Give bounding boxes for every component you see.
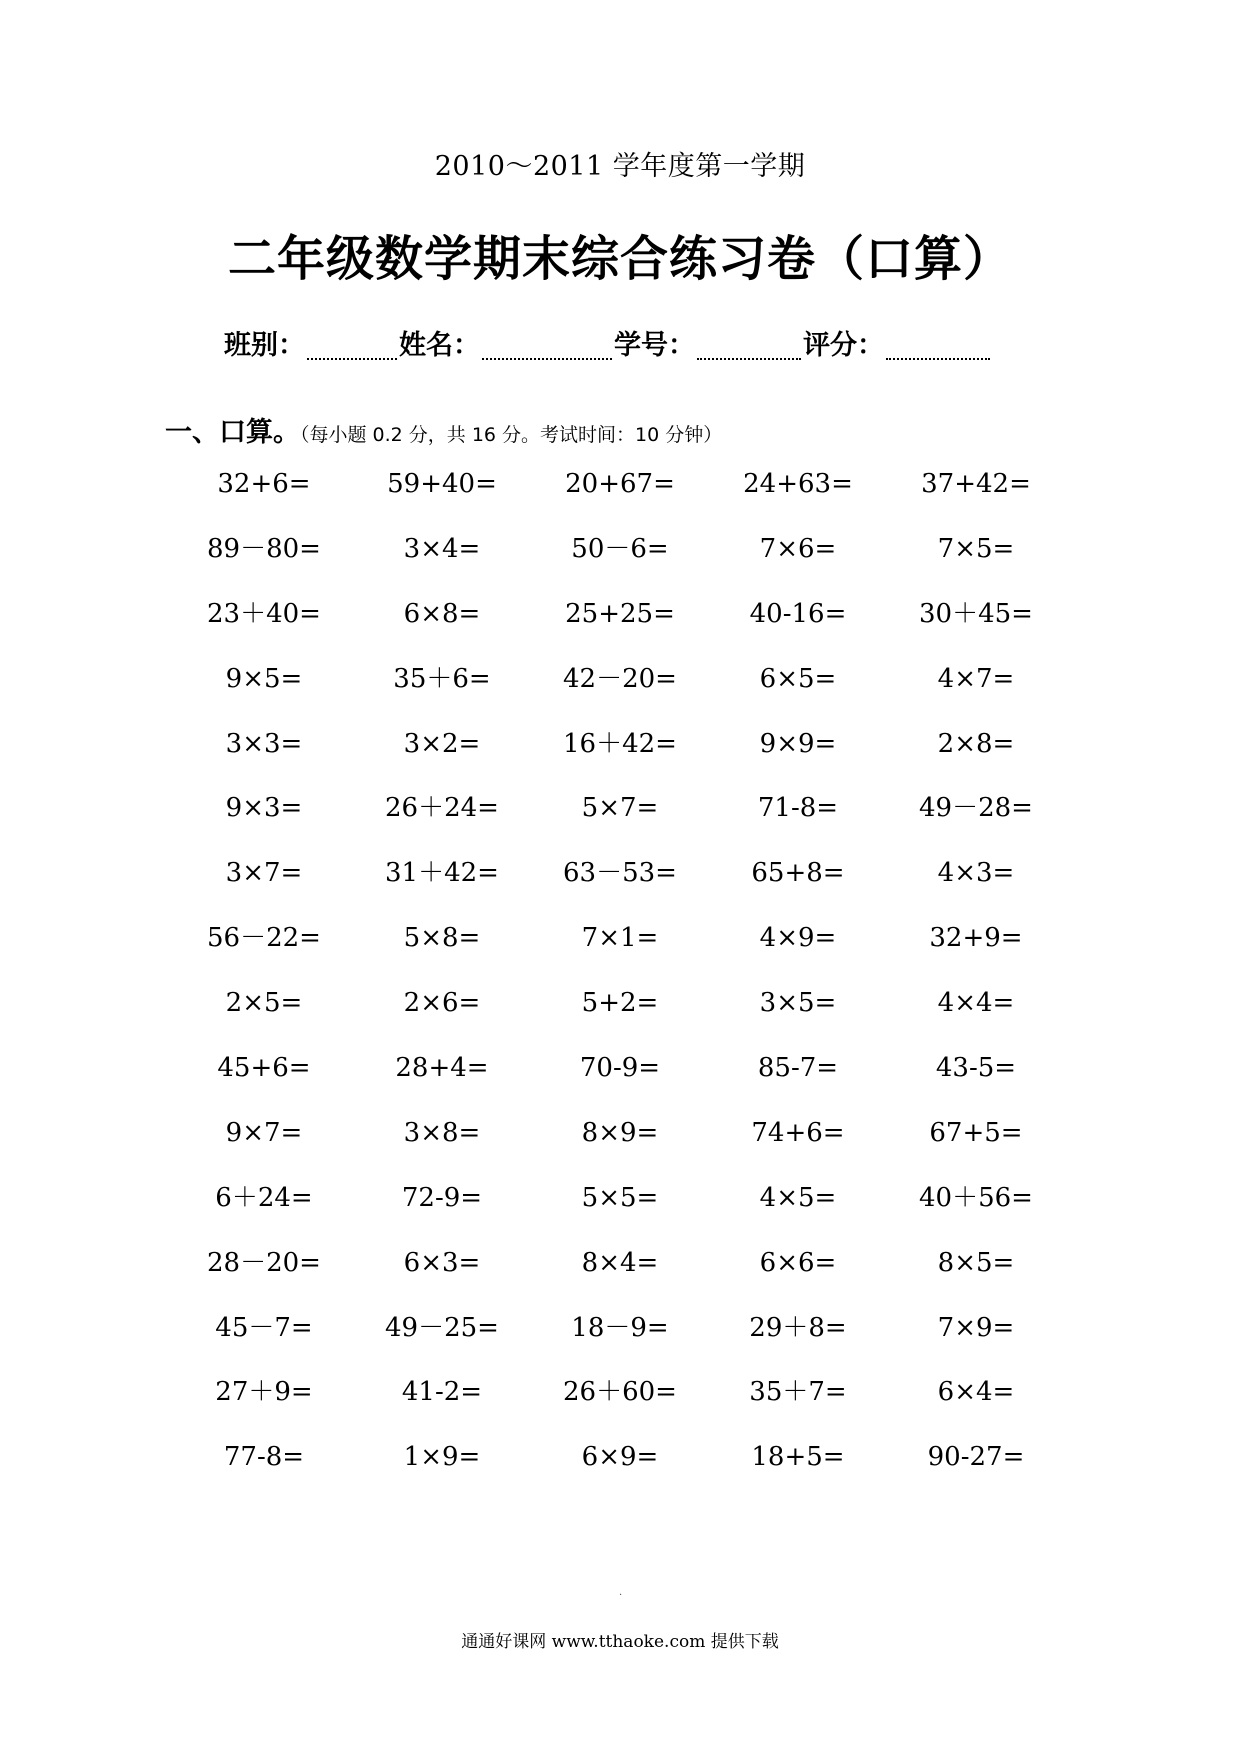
arithmetic-problem: 63－53=	[563, 858, 677, 889]
class-label: 班别：	[224, 330, 305, 361]
student-number-blank[interactable]	[697, 332, 801, 360]
arithmetic-problem: 42－20=	[563, 663, 677, 694]
arithmetic-problem: 37+42=	[921, 469, 1031, 499]
arithmetic-problem: 4×9=	[759, 923, 837, 954]
arithmetic-problem: 35＋6=	[393, 663, 491, 694]
arithmetic-problem: 3×5=	[759, 988, 837, 1019]
arithmetic-problem: 20+67=	[565, 469, 675, 499]
score-blank[interactable]	[886, 332, 990, 360]
arithmetic-problem: 30＋45=	[919, 598, 1033, 629]
arithmetic-problem: 9×7=	[225, 1117, 303, 1148]
arithmetic-problem: 6×8=	[403, 598, 481, 629]
arithmetic-problem: 26＋24=	[385, 793, 499, 824]
arithmetic-problem: 67+5=	[929, 1117, 1023, 1148]
arithmetic-problem: 18－9=	[571, 1312, 669, 1343]
student-number-label: 学号：	[614, 330, 695, 361]
arithmetic-problem: 49－28=	[919, 793, 1033, 824]
arithmetic-problem: 7×1=	[581, 923, 659, 954]
arithmetic-problem: 9×9=	[759, 728, 837, 759]
arithmetic-problem: 32+9=	[929, 923, 1023, 954]
arithmetic-problem: 59+40=	[387, 469, 497, 499]
arithmetic-problem: 7×9=	[937, 1312, 1015, 1343]
term-heading: 2010～2011 学年度第一学期	[434, 151, 806, 182]
class-blank[interactable]	[307, 332, 397, 360]
decorative-dot: ·	[619, 1590, 623, 1601]
arithmetic-problem: 31＋42=	[385, 858, 499, 889]
arithmetic-problem: 74+6=	[751, 1117, 845, 1148]
arithmetic-problem: 65+8=	[751, 858, 845, 889]
section-heading	[165, 410, 722, 449]
arithmetic-problem: 4×7=	[937, 663, 1015, 694]
arithmetic-problem: 28－20=	[207, 1247, 321, 1278]
arithmetic-problem: 9×3=	[225, 793, 303, 824]
arithmetic-problem: 8×5=	[937, 1247, 1015, 1278]
arithmetic-problem: 5+2=	[581, 988, 659, 1019]
arithmetic-problem: 40-16=	[749, 598, 847, 629]
arithmetic-problem: 29＋8=	[749, 1312, 847, 1343]
arithmetic-problem: 27＋9=	[215, 1377, 313, 1408]
name-blank[interactable]	[482, 332, 612, 360]
arithmetic-problem: 1×9=	[403, 1442, 481, 1473]
arithmetic-problem: 70-9=	[579, 1053, 661, 1084]
arithmetic-problem: 3×7=	[225, 858, 303, 889]
arithmetic-problem: 6×4=	[937, 1377, 1015, 1408]
arithmetic-problem: 7×5=	[937, 533, 1015, 564]
arithmetic-problem: 85-7=	[757, 1053, 839, 1084]
arithmetic-problem: 3×2=	[403, 728, 481, 759]
arithmetic-problem: 41-2=	[401, 1377, 483, 1408]
arithmetic-problem: 4×3=	[937, 858, 1015, 889]
arithmetic-problem: 71-8=	[757, 793, 839, 824]
arithmetic-problem: 45－7=	[215, 1312, 313, 1343]
arithmetic-problem: 7×6=	[759, 533, 837, 564]
arithmetic-problem: 72-9=	[401, 1182, 483, 1213]
footer-credit: 通通好课网 www.tthaoke.com 提供下载	[461, 1632, 779, 1652]
arithmetic-problem: 6×6=	[759, 1247, 837, 1278]
arithmetic-problem: 6×3=	[403, 1247, 481, 1278]
problem-grid	[175, 468, 1065, 1506]
name-label: 姓名：	[399, 330, 480, 361]
arithmetic-problem: 3×4=	[403, 533, 481, 564]
arithmetic-problem: 24+63=	[743, 469, 853, 499]
arithmetic-problem: 5×8=	[403, 923, 481, 954]
arithmetic-problem: 8×4=	[581, 1247, 659, 1278]
arithmetic-problem: 90-27=	[927, 1442, 1025, 1473]
section-note: （每小题 0.2 分，共 16 分。考试时间：10 分钟）	[300, 424, 723, 446]
arithmetic-problem: 5×5=	[581, 1182, 659, 1213]
arithmetic-problem: 4×4=	[937, 988, 1015, 1019]
arithmetic-problem: 3×8=	[403, 1117, 481, 1148]
arithmetic-problem: 6×9=	[581, 1442, 659, 1473]
arithmetic-problem: 18+5=	[751, 1442, 845, 1473]
arithmetic-problem: 5×7=	[581, 793, 659, 824]
arithmetic-problem: 6×5=	[759, 663, 837, 694]
arithmetic-problem: 26＋60=	[563, 1377, 677, 1408]
arithmetic-problem: 25+25=	[565, 598, 675, 629]
arithmetic-problem: 77-8=	[223, 1442, 305, 1473]
arithmetic-problem: 2×8=	[937, 728, 1015, 759]
score-label: 评分：	[803, 330, 884, 361]
arithmetic-problem: 32+6=	[217, 469, 311, 499]
arithmetic-problem: 16＋42=	[563, 728, 677, 759]
arithmetic-problem: 49－25=	[385, 1312, 499, 1343]
arithmetic-problem: 2×6=	[403, 988, 481, 1019]
section-title: 一、口算。	[165, 417, 300, 448]
arithmetic-problem: 50－6=	[571, 533, 669, 564]
student-info-row	[224, 322, 992, 362]
arithmetic-problem: 56－22=	[207, 923, 321, 954]
arithmetic-problem: 8×9=	[581, 1117, 659, 1148]
arithmetic-problem: 2×5=	[225, 988, 303, 1019]
arithmetic-problem: 45+6=	[217, 1053, 311, 1084]
exam-title: 二年级数学期末综合练习卷（口算）	[227, 231, 1012, 287]
arithmetic-problem: 3×3=	[225, 728, 303, 759]
arithmetic-problem: 4×5=	[759, 1182, 837, 1213]
arithmetic-problem: 23＋40=	[207, 598, 321, 629]
arithmetic-problem: 9×5=	[225, 663, 303, 694]
arithmetic-problem: 35＋7=	[749, 1377, 847, 1408]
arithmetic-problem: 6＋24=	[215, 1182, 313, 1213]
arithmetic-problem: 89－80=	[207, 533, 321, 564]
arithmetic-problem: 43-5=	[935, 1053, 1017, 1084]
arithmetic-problem: 40＋56=	[919, 1182, 1033, 1213]
arithmetic-problem: 28+4=	[395, 1053, 489, 1084]
